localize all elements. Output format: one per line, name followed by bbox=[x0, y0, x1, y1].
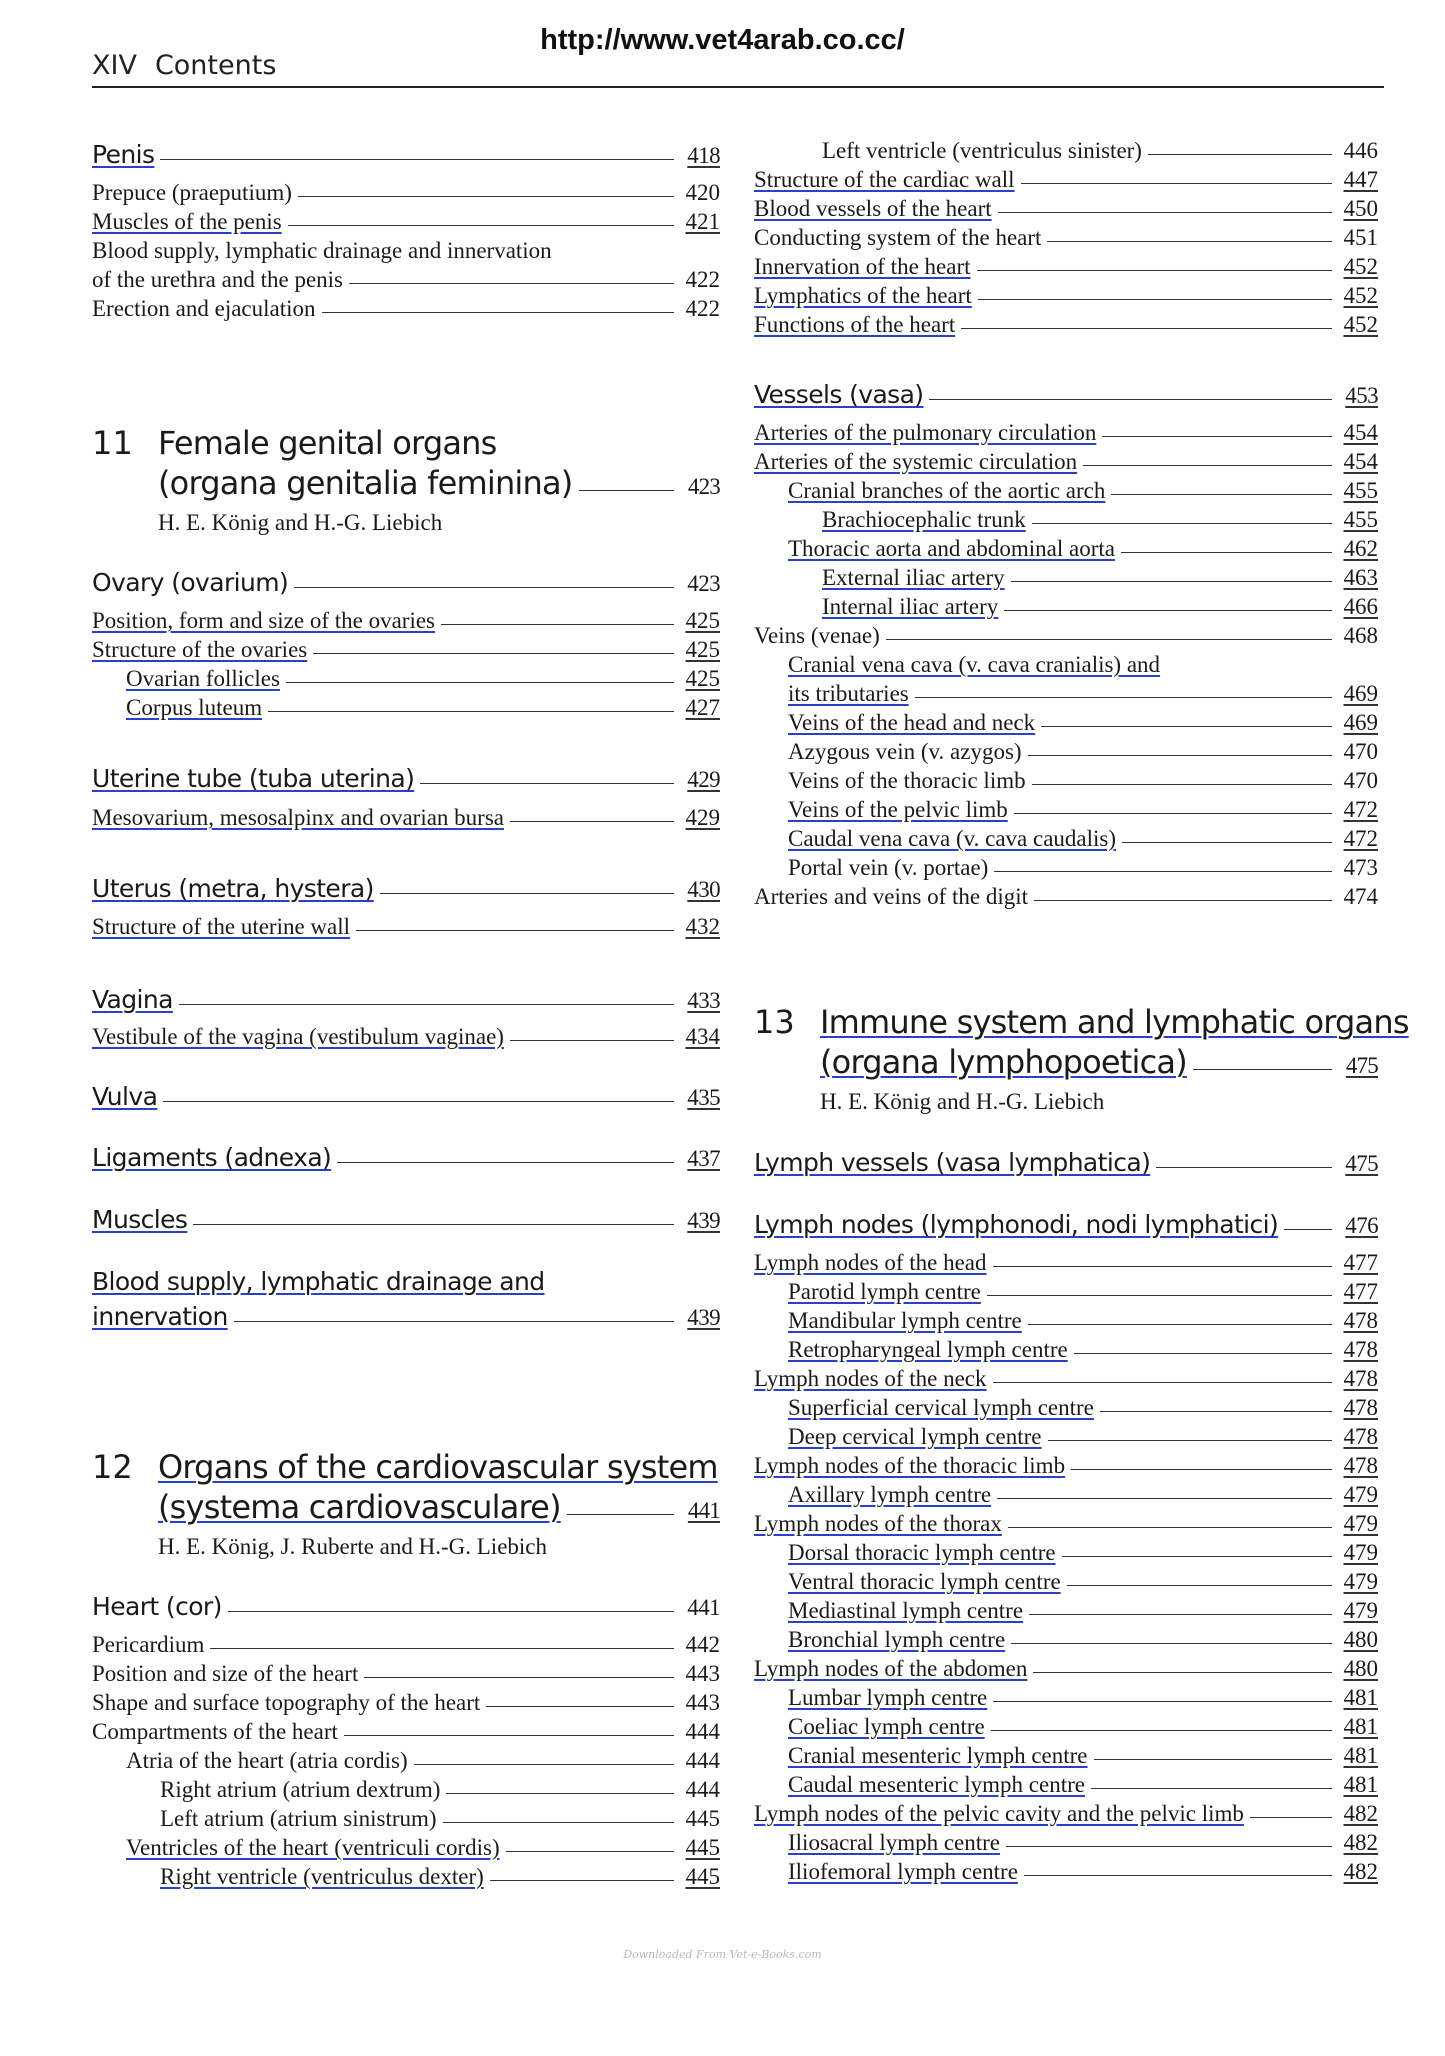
toc-entry-internal-iliac[interactable]: Internal iliac artery 466 bbox=[822, 594, 1378, 619]
toc-section-lymph-vessels[interactable]: Lymph vessels (vasa lymphatica) 475 bbox=[754, 1148, 1378, 1177]
toc-section-ovary[interactable]: Ovary (ovarium) 423 bbox=[92, 568, 720, 597]
toc-entry-muscles-penis[interactable]: Muscles of the penis 421 bbox=[92, 209, 720, 234]
toc-entry-veins-thoracic[interactable]: Veins of the thoracic limb 470 bbox=[788, 768, 1378, 793]
toc-entry-conducting-system[interactable]: Conducting system of the heart 451 bbox=[754, 225, 1378, 250]
toc-entry-brachiocephalic[interactable]: Brachiocephalic trunk 455 bbox=[822, 507, 1378, 532]
toc-entry-ln-abdomen[interactable]: Lymph nodes of the abdomen 480 bbox=[754, 1656, 1378, 1681]
toc-entry-atria[interactable]: Atria of the heart (atria cordis) 444 bbox=[126, 1748, 720, 1773]
toc-section-lymph-nodes[interactable]: Lymph nodes (lymphonodi, nodi lymphatici) 476 bbox=[754, 1210, 1378, 1239]
toc-section-muscles[interactable]: Muscles 439 bbox=[92, 1205, 720, 1234]
toc-section-vagina[interactable]: Vagina 433 bbox=[92, 985, 720, 1014]
toc-entry-erection[interactable]: Erection and ejaculation 422 bbox=[92, 296, 720, 321]
toc-entry-coeliac[interactable]: Coeliac lymph centre 481 bbox=[788, 1714, 1378, 1739]
toc-entry-prepuce[interactable]: Prepuce (praeputium) 420 bbox=[92, 180, 720, 205]
toc-right-column bbox=[754, 0, 1409, 2056]
page-number: XIV bbox=[92, 50, 137, 81]
toc-left-column bbox=[92, 0, 720, 2056]
toc-entry-ln-thoracic-limb[interactable]: Lymph nodes of the thoracic limb 478 bbox=[754, 1453, 1378, 1478]
toc-entry-ln-thorax[interactable]: Lymph nodes of the thorax 479 bbox=[754, 1511, 1378, 1536]
toc-entry-corpus-luteum[interactable]: Corpus luteum 427 bbox=[126, 695, 720, 720]
toc-entry-uterine-wall[interactable]: Structure of the uterine wall 432 bbox=[92, 914, 720, 939]
toc-entry-left-atrium[interactable]: Left atrium (atrium sinistrum) 445 bbox=[160, 1806, 720, 1831]
toc-entry-cranial-vena-cava-line2[interactable]: its tributaries 469 bbox=[788, 681, 1378, 706]
toc-entry-pericardium[interactable]: Pericardium 442 bbox=[92, 1632, 720, 1657]
toc-entry-ln-pelvic[interactable]: Lymph nodes of the pelvic cavity and the pelvic limb 482 bbox=[754, 1801, 1378, 1826]
toc-entry-veins-head[interactable]: Veins of the head and neck 469 bbox=[788, 710, 1378, 735]
toc-entry-cranial-vena-cava-line1[interactable]: Cranial vena cava (v. cava cranialis) and bbox=[788, 652, 1161, 677]
toc-entry-vestibule[interactable]: Vestibule of the vagina (vestibulum vaginae) 434 bbox=[92, 1024, 720, 1049]
toc-entry-mesovarium[interactable]: Mesovarium, mesosalpinx and ovarian bursa 429 bbox=[92, 805, 720, 830]
footer-watermark: Downloaded From Vet-e-Books.com bbox=[623, 1948, 822, 1961]
chapter-12-authors: H. E. König, J. Ruberte and H.-G. Liebich bbox=[158, 1534, 548, 1559]
toc-entry-blood-supply-line2[interactable]: of the urethra and the penis 422 bbox=[92, 267, 720, 292]
toc-entry-cranial-mesenteric[interactable]: Cranial mesenteric lymph centre 481 bbox=[788, 1743, 1378, 1768]
toc-entry-blood-vessels-heart[interactable]: Blood vessels of the heart 450 bbox=[754, 196, 1378, 221]
toc-entry-portal-vein[interactable]: Portal vein (v. portae) 473 bbox=[788, 855, 1378, 880]
toc-entry-caudal-mesenteric[interactable]: Caudal mesenteric lymph centre 481 bbox=[788, 1772, 1378, 1797]
source-url[interactable]: http://www.vet4arab.co.cc/ bbox=[540, 24, 905, 56]
toc-section-ligaments[interactable]: Ligaments (adnexa) 437 bbox=[92, 1143, 720, 1172]
toc-entry-ovary-structure[interactable]: Structure of the ovaries 425 bbox=[92, 637, 720, 662]
chapter-11-authors: H. E. König and H.-G. Liebich bbox=[158, 510, 443, 535]
toc-entry-pulmonary[interactable]: Arteries of the pulmonary circulation 454 bbox=[754, 420, 1378, 445]
chapter-11-title-line1[interactable]: Female genital organs bbox=[158, 424, 497, 462]
chapter-number-13: 13 bbox=[754, 1003, 795, 1041]
toc-entry-heart-shape[interactable]: Shape and surface topography of the heart 443 bbox=[92, 1690, 720, 1715]
toc-entry-iliosacral[interactable]: Iliosacral lymph centre 482 bbox=[788, 1830, 1378, 1855]
toc-section-blood-supply-line1[interactable]: Blood supply, lymphatic drainage and bbox=[92, 1267, 545, 1296]
chapter-13-authors: H. E. König and H.-G. Liebich bbox=[820, 1089, 1105, 1114]
toc-entry-lumbar[interactable]: Lumbar lymph centre 481 bbox=[788, 1685, 1378, 1710]
toc-entry-caudal-vena-cava[interactable]: Caudal vena cava (v. cava caudalis) 472 bbox=[788, 826, 1378, 851]
toc-entry-heart-position[interactable]: Position and size of the heart 443 bbox=[92, 1661, 720, 1686]
toc-entry-cranial-branches[interactable]: Cranial branches of the aortic arch 455 bbox=[788, 478, 1378, 503]
toc-entry-cardiac-wall[interactable]: Structure of the cardiac wall 447 bbox=[754, 167, 1378, 192]
toc-entry-right-ventricle[interactable]: Right ventricle (ventriculus dexter) 445 bbox=[160, 1864, 720, 1889]
toc-entry-axillary[interactable]: Axillary lymph centre 479 bbox=[788, 1482, 1378, 1507]
toc-entry-ventricles[interactable]: Ventricles of the heart (ventriculi cordis) 445 bbox=[126, 1835, 720, 1860]
chapter-12-title-line2[interactable]: (systema cardiovasculare) 441 bbox=[158, 1488, 720, 1526]
toc-section-penis[interactable]: Penis 418 bbox=[92, 140, 720, 169]
toc-entry-functions-heart[interactable]: Functions of the heart 452 bbox=[754, 312, 1378, 337]
toc-entry-veins-pelvic[interactable]: Veins of the pelvic limb 472 bbox=[788, 797, 1378, 822]
toc-entry-external-iliac[interactable]: External iliac artery 463 bbox=[822, 565, 1378, 590]
toc-entry-ovary-position[interactable]: Position, form and size of the ovaries 425 bbox=[92, 608, 720, 633]
toc-entry-innervation-heart[interactable]: Innervation of the heart 452 bbox=[754, 254, 1378, 279]
chapter-12-title-line1[interactable]: Organs of the cardiovascular system bbox=[158, 1448, 718, 1486]
toc-entry-digit[interactable]: Arteries and veins of the digit 474 bbox=[754, 884, 1378, 909]
toc-section-uterus[interactable]: Uterus (metra, hystera) 430 bbox=[92, 874, 720, 903]
toc-entry-deep-cervical[interactable]: Deep cervical lymph centre 478 bbox=[788, 1424, 1378, 1449]
toc-entry-azygous[interactable]: Azygous vein (v. azygos) 470 bbox=[788, 739, 1378, 764]
running-title: Contents bbox=[154, 50, 277, 81]
toc-entry-superficial-cervical[interactable]: Superficial cervical lymph centre 478 bbox=[788, 1395, 1378, 1420]
toc-entry-systemic[interactable]: Arteries of the systemic circulation 454 bbox=[754, 449, 1378, 474]
chapter-13-title-line1[interactable]: Immune system and lymphatic organs bbox=[820, 1003, 1409, 1041]
toc-section-vessels[interactable]: Vessels (vasa) 453 bbox=[754, 380, 1378, 409]
toc-entry-ln-neck[interactable]: Lymph nodes of the neck 478 bbox=[754, 1366, 1378, 1391]
toc-section-heart[interactable]: Heart (cor) 441 bbox=[92, 1592, 720, 1621]
toc-entry-retropharyngeal[interactable]: Retropharyngeal lymph centre 478 bbox=[788, 1337, 1378, 1362]
toc-entry-mediastinal[interactable]: Mediastinal lymph centre 479 bbox=[788, 1598, 1378, 1623]
toc-entry-lymphatics-heart[interactable]: Lymphatics of the heart 452 bbox=[754, 283, 1378, 308]
toc-entry-thoracic-aorta[interactable]: Thoracic aorta and abdominal aorta 462 bbox=[788, 536, 1378, 561]
toc-section-vulva[interactable]: Vulva 435 bbox=[92, 1082, 720, 1111]
toc-entry-heart-compartments[interactable]: Compartments of the heart 444 bbox=[92, 1719, 720, 1744]
toc-entry-left-ventricle[interactable]: Left ventricle (ventriculus sinister) 446 bbox=[822, 138, 1378, 163]
chapter-11-title-line2[interactable]: (organa genitalia feminina) 423 bbox=[158, 464, 720, 502]
toc-entry-veins[interactable]: Veins (venae) 468 bbox=[754, 623, 1378, 648]
toc-section-blood-supply-line2[interactable]: innervation 439 bbox=[92, 1302, 720, 1331]
toc-entry-dorsal-thoracic[interactable]: Dorsal thoracic lymph centre 479 bbox=[788, 1540, 1378, 1565]
toc-section-uterine-tube[interactable]: Uterine tube (tuba uterina) 429 bbox=[92, 764, 720, 793]
toc-entry-mandibular[interactable]: Mandibular lymph centre 478 bbox=[788, 1308, 1378, 1333]
toc-entry-iliofemoral[interactable]: Iliofemoral lymph centre 482 bbox=[788, 1859, 1378, 1884]
chapter-number-12: 12 bbox=[92, 1448, 133, 1486]
toc-entry-ventral-thoracic[interactable]: Ventral thoracic lymph centre 479 bbox=[788, 1569, 1378, 1594]
chapter-13-title-line2[interactable]: (organa lymphopoetica) 475 bbox=[820, 1043, 1378, 1081]
toc-entry-right-atrium[interactable]: Right atrium (atrium dextrum) 444 bbox=[160, 1777, 720, 1802]
toc-entry-ovarian-follicles[interactable]: Ovarian follicles 425 bbox=[126, 666, 720, 691]
toc-entry-blood-supply-line1[interactable]: Blood supply, lymphatic drainage and innervation bbox=[92, 238, 552, 263]
toc-entry-parotid[interactable]: Parotid lymph centre 477 bbox=[788, 1279, 1378, 1304]
toc-entry-ln-head[interactable]: Lymph nodes of the head 477 bbox=[754, 1250, 1378, 1275]
chapter-number-11: 11 bbox=[92, 424, 133, 462]
toc-entry-bronchial[interactable]: Bronchial lymph centre 480 bbox=[788, 1627, 1378, 1652]
